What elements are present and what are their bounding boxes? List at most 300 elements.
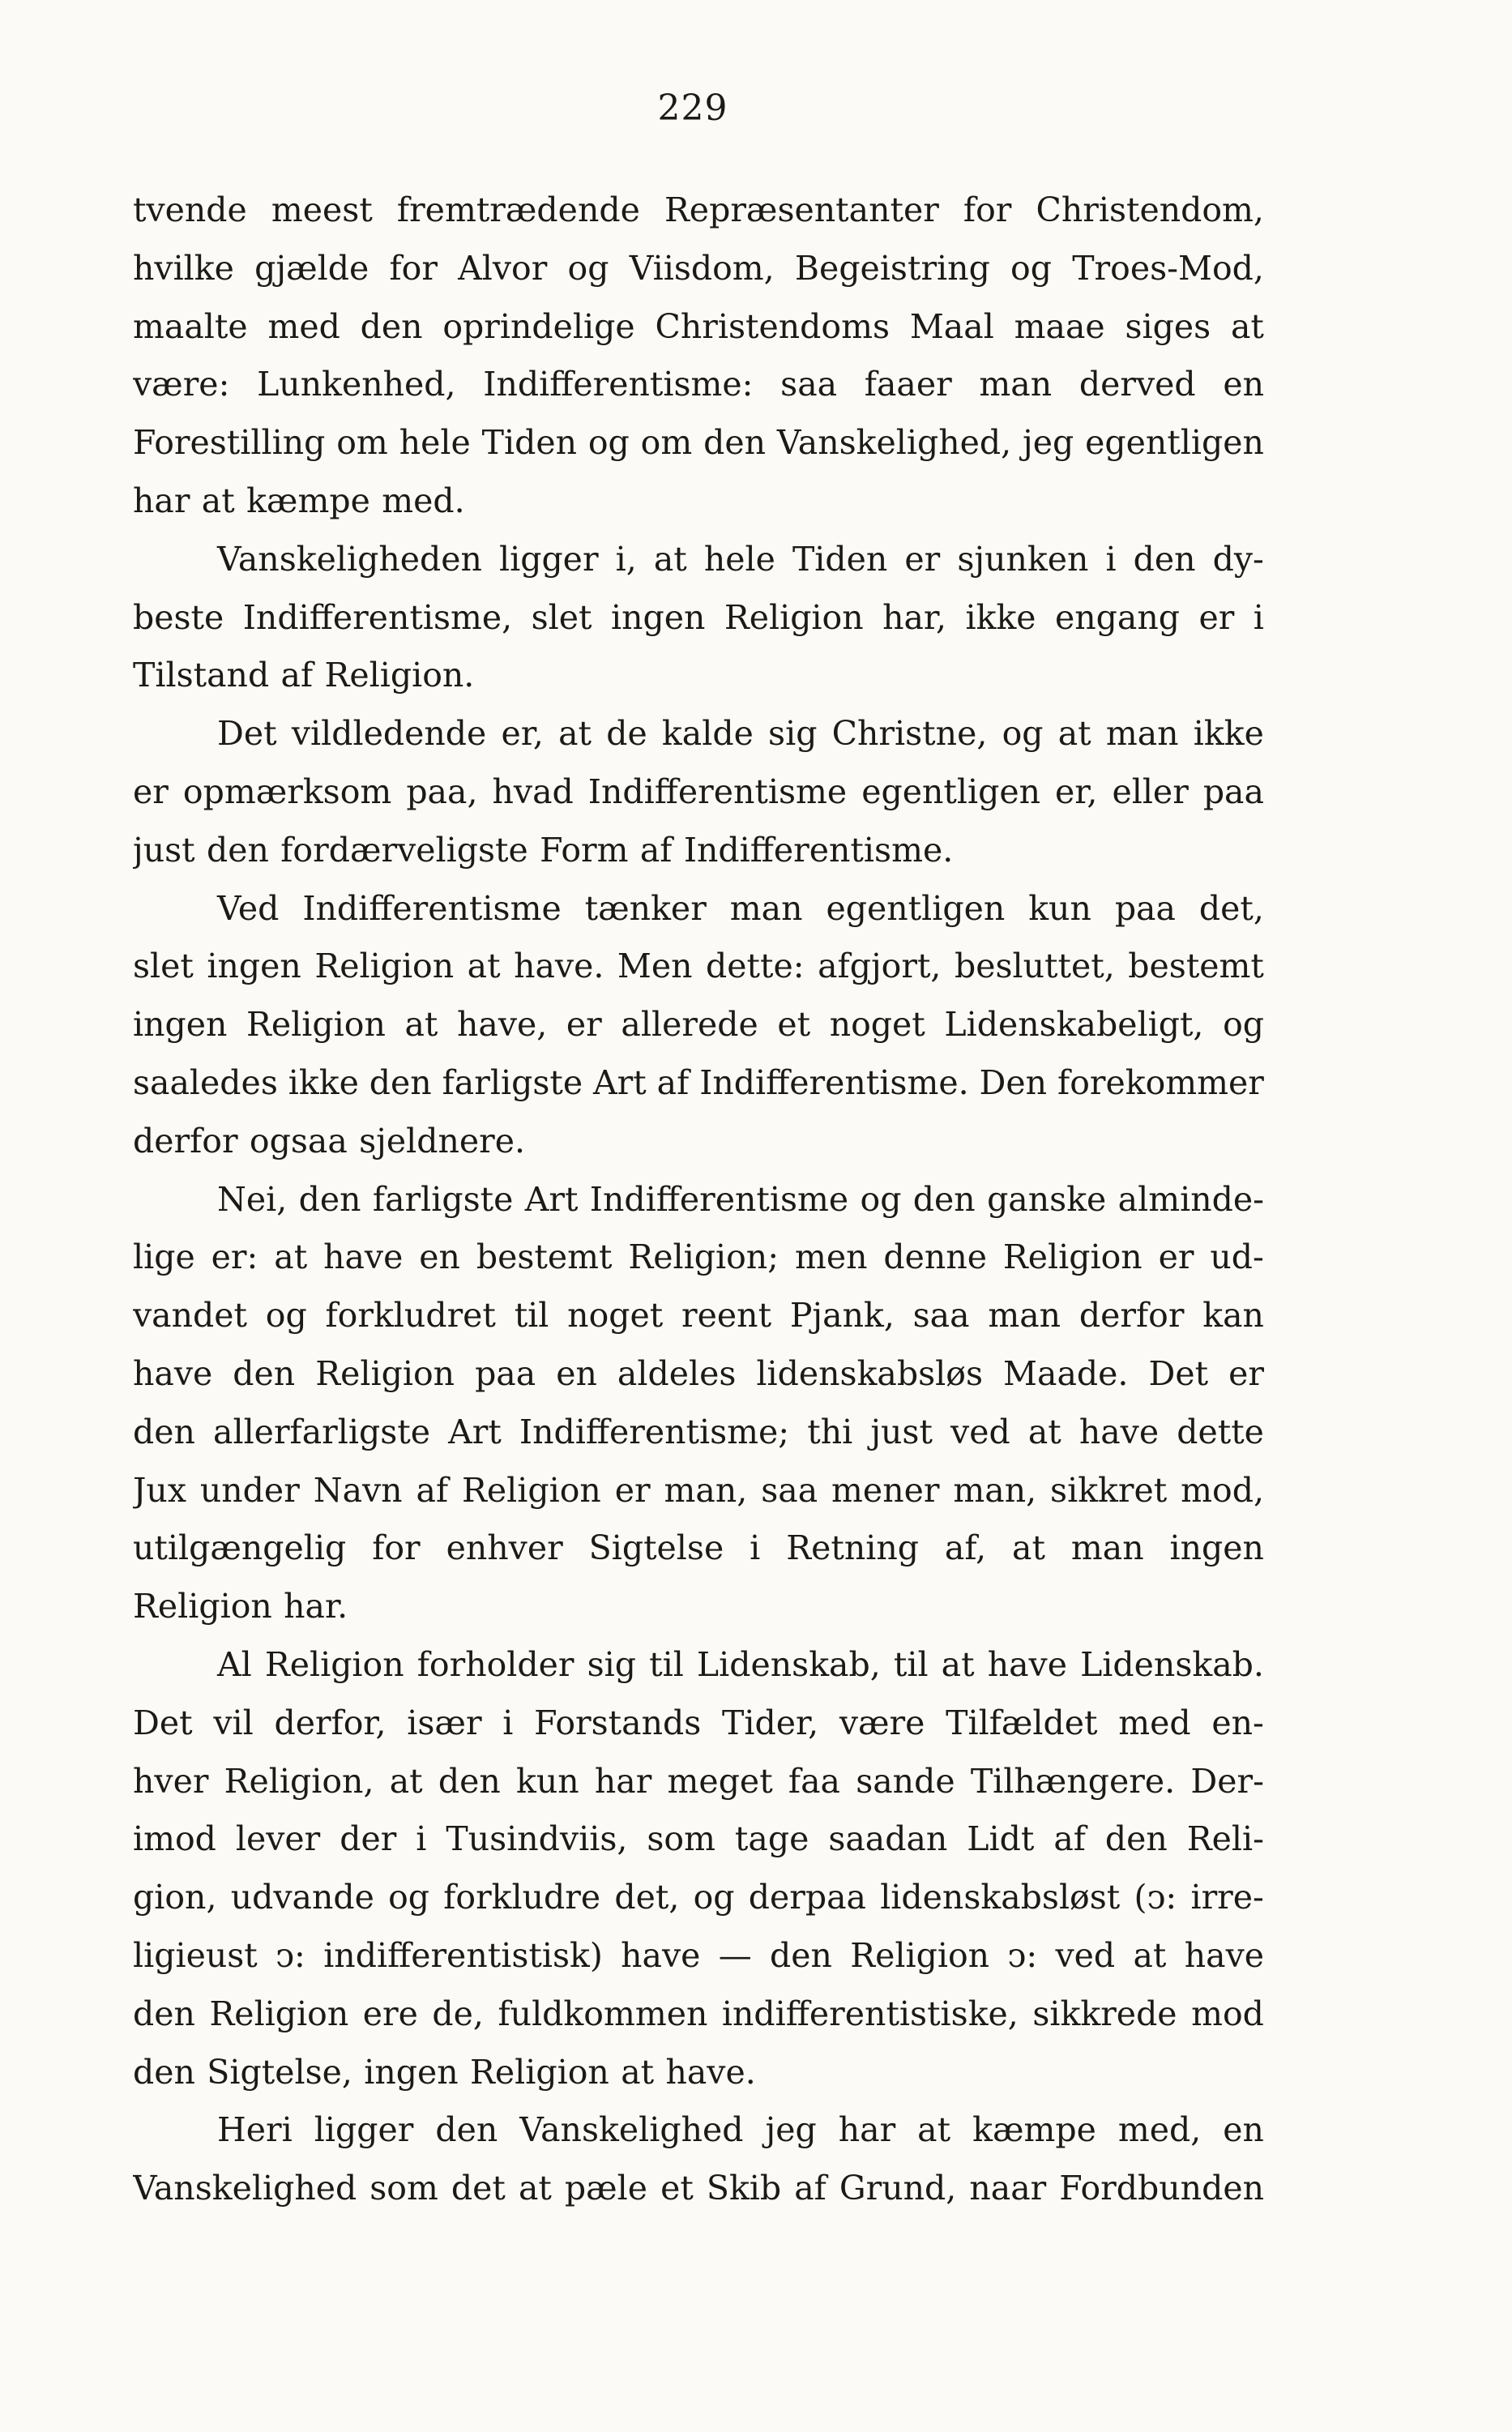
word: ikke xyxy=(1193,714,1264,754)
word: Men xyxy=(617,947,693,986)
word: om xyxy=(336,423,388,463)
word: er, xyxy=(501,714,544,754)
word: slet xyxy=(133,947,194,986)
word: for xyxy=(963,190,1012,229)
word: Religion xyxy=(724,597,864,637)
word: Religion xyxy=(133,1587,272,1626)
word: gion, xyxy=(133,1878,217,1917)
word: beste xyxy=(133,597,224,637)
word: det, xyxy=(614,1878,680,1917)
word: har, xyxy=(882,597,947,637)
word: at xyxy=(917,2110,951,2150)
word: have xyxy=(1078,1412,1160,1451)
word: egentligen xyxy=(861,771,1040,811)
text-line xyxy=(133,1519,1264,1578)
word: reent xyxy=(681,1296,772,1336)
word: Lunkenhed, xyxy=(257,365,456,404)
word: at xyxy=(518,2169,552,2208)
word: at xyxy=(274,1237,308,1277)
word: Form xyxy=(540,830,629,870)
word: paa, xyxy=(406,771,478,811)
word: Religion xyxy=(462,1470,601,1510)
word: oprindelige xyxy=(442,306,635,346)
text-line xyxy=(133,182,1264,240)
word: besluttet, xyxy=(954,947,1115,986)
word: ingen xyxy=(133,1005,228,1045)
word: man xyxy=(729,888,803,928)
word: saaledes xyxy=(133,1062,278,1102)
word: Religion xyxy=(1002,1237,1143,1277)
word: den xyxy=(133,1994,195,2033)
text-line xyxy=(133,763,1264,822)
word: ved xyxy=(950,1412,1010,1451)
word: Indifferentisme xyxy=(302,888,562,928)
word: et xyxy=(777,1005,811,1045)
word: Maal xyxy=(909,306,994,346)
word: ligger xyxy=(314,2110,414,2150)
word: til xyxy=(893,1644,929,1684)
word: lidenskabsløs xyxy=(756,1353,983,1393)
word: og xyxy=(1010,248,1052,288)
word: Religion; xyxy=(628,1237,779,1277)
word: paa xyxy=(475,1353,536,1393)
word: dette: xyxy=(706,947,805,986)
word: have xyxy=(987,1644,1067,1684)
word: kæmpe xyxy=(246,481,370,520)
word: er xyxy=(1228,1353,1264,1393)
word: have xyxy=(133,1353,213,1393)
word: den xyxy=(298,1179,361,1219)
word: Vanskelighed, xyxy=(776,423,1012,463)
word: med xyxy=(1118,1703,1191,1742)
word: Alvor xyxy=(458,248,548,288)
word: Religion. xyxy=(324,656,475,695)
word: være xyxy=(839,1703,925,1742)
word: og xyxy=(1223,1005,1264,1045)
word: have xyxy=(323,1237,404,1277)
word: kan xyxy=(1202,1296,1264,1336)
word: alminde- xyxy=(1117,1179,1264,1219)
word: og xyxy=(587,423,630,463)
word: tænker xyxy=(584,888,707,928)
word: — xyxy=(718,1935,752,1975)
word: en xyxy=(419,1237,460,1277)
word: fordærveligste xyxy=(280,830,528,870)
word: Lidenskab, xyxy=(696,1644,881,1684)
word: saa xyxy=(761,1470,818,1510)
word: slet xyxy=(531,597,592,637)
word: ↄ: xyxy=(275,1935,305,1975)
word: og xyxy=(388,1878,430,1917)
word: indifferentistisk) xyxy=(323,1935,603,1975)
word: vil xyxy=(213,1703,254,1742)
word: ↄ: xyxy=(1007,1935,1038,1975)
word: utilgængelig xyxy=(133,1528,347,1568)
word: kæmpe xyxy=(972,2110,1096,2150)
word: er xyxy=(904,539,941,579)
word: Fordbunden xyxy=(1059,2169,1264,2208)
word: Christendoms xyxy=(655,306,891,346)
word: indifferentistiske, xyxy=(721,1994,1019,2033)
word: er xyxy=(1158,1237,1194,1277)
word: Vanskeligheden xyxy=(217,539,482,579)
word: at xyxy=(558,714,592,754)
word: som xyxy=(369,2169,438,2208)
word: ved xyxy=(1055,1935,1116,1975)
word: sikkrede xyxy=(1032,1994,1177,2033)
word: saa xyxy=(780,365,838,404)
word: sjeldnere. xyxy=(359,1121,526,1160)
word: en- xyxy=(1211,1703,1264,1742)
word: har xyxy=(594,1761,652,1801)
word: i xyxy=(416,1819,427,1859)
word: den xyxy=(435,2110,498,2150)
text-line xyxy=(133,1229,1264,1287)
word: ingen xyxy=(1169,1528,1264,1568)
text-line xyxy=(133,1345,1264,1404)
word: Repræsentanter xyxy=(664,190,939,229)
word: være: xyxy=(133,365,230,404)
word: Religion xyxy=(264,1644,404,1684)
text-line xyxy=(133,1054,1264,1113)
word: den xyxy=(360,306,423,346)
word: fuldkommen xyxy=(498,1994,708,2033)
text-line xyxy=(133,240,1264,298)
word: thi xyxy=(807,1412,853,1451)
word: ikke xyxy=(288,1062,359,1102)
word: Art xyxy=(593,1062,647,1102)
word: faaer xyxy=(864,365,952,404)
word: til xyxy=(514,1296,549,1336)
word: ogsaa xyxy=(249,1121,348,1160)
word: Tilstand xyxy=(133,656,270,695)
word: den xyxy=(703,423,767,463)
word: farligste xyxy=(442,1062,583,1102)
word: af, xyxy=(944,1528,987,1568)
word: sjunken xyxy=(957,539,1089,579)
text-line xyxy=(133,1462,1264,1520)
word: jeg xyxy=(765,2110,817,2150)
word: denne xyxy=(883,1237,987,1277)
word: og xyxy=(693,1878,735,1917)
word: at xyxy=(653,539,687,579)
word: Tusindviis, xyxy=(446,1819,628,1859)
text-line xyxy=(133,1287,1264,1345)
word: Jux xyxy=(133,1470,186,1510)
word: mod, xyxy=(1181,1470,1264,1510)
word: udvande xyxy=(230,1878,374,1917)
word: Tilhængere. xyxy=(970,1761,1176,1801)
word: er, xyxy=(1055,771,1098,811)
word: Religion xyxy=(209,1994,349,2033)
word: egentligen xyxy=(826,888,1006,928)
word: sig xyxy=(768,714,818,754)
word: hvad xyxy=(492,771,574,811)
word: derpaa xyxy=(748,1878,866,1917)
word: opmærksom xyxy=(182,771,392,811)
text-line xyxy=(133,1578,1264,1636)
word: især xyxy=(407,1703,482,1742)
word: man, xyxy=(664,1470,748,1510)
text-line xyxy=(133,1113,1264,1171)
text-line xyxy=(133,589,1264,648)
word: er xyxy=(566,1005,602,1045)
body-text xyxy=(133,182,1264,2218)
text-line xyxy=(133,1636,1264,1695)
word: ligieust xyxy=(133,1935,258,1975)
word: og xyxy=(567,248,609,288)
word: har. xyxy=(284,1587,348,1626)
word: engang xyxy=(1055,597,1181,637)
word: af xyxy=(1053,1819,1086,1859)
word: Den xyxy=(979,1062,1048,1102)
word: aldeles xyxy=(617,1353,737,1393)
word: derfor xyxy=(133,1121,238,1160)
word: den xyxy=(133,2052,195,2092)
word: det xyxy=(451,2169,506,2208)
word: Indifferentisme. xyxy=(683,830,954,870)
word: for xyxy=(372,1528,421,1568)
text-line xyxy=(133,2101,1264,2160)
word: af xyxy=(794,2169,826,2208)
word: Ved xyxy=(217,888,280,928)
word: tvende xyxy=(133,190,247,229)
word: allerfarligste xyxy=(213,1412,431,1451)
word: hvilke xyxy=(133,248,234,288)
word: Skib xyxy=(706,2169,782,2208)
word: men xyxy=(794,1237,868,1277)
word: den xyxy=(912,1179,976,1219)
text-line xyxy=(133,822,1264,880)
word: lige xyxy=(133,1237,195,1277)
text-line xyxy=(133,1404,1264,1462)
page-number: 229 xyxy=(657,88,728,129)
text-line xyxy=(133,2044,1264,2102)
word: Religion xyxy=(315,1353,455,1393)
word: kun xyxy=(516,1761,579,1801)
word: den xyxy=(369,1062,432,1102)
word: paa xyxy=(1202,771,1264,811)
word: Nei, xyxy=(217,1179,288,1219)
word: og xyxy=(265,1296,307,1336)
word: man xyxy=(1105,714,1179,754)
word: paa xyxy=(1114,888,1176,928)
word: Sigtelse xyxy=(588,1528,724,1568)
word: just xyxy=(870,1412,933,1451)
word: saa xyxy=(912,1296,970,1336)
word: Tider, xyxy=(722,1703,819,1742)
word: en xyxy=(1223,365,1264,404)
word: fremtrædende xyxy=(396,190,640,229)
word: det, xyxy=(1198,888,1264,928)
word: at xyxy=(201,481,235,520)
word: Lidenskab. xyxy=(1080,1644,1264,1684)
word: kalde xyxy=(661,714,754,754)
word: Christendom, xyxy=(1036,190,1264,229)
word: Retning xyxy=(786,1528,919,1568)
word: farligste xyxy=(372,1179,514,1219)
word: Indifferentisme xyxy=(589,1179,849,1219)
word: Pjank, xyxy=(789,1296,895,1336)
word: Forstands xyxy=(534,1703,702,1742)
word: Vanskelighed xyxy=(133,2169,357,2208)
text-line xyxy=(133,996,1264,1054)
word: man, xyxy=(953,1470,1037,1510)
word: irre- xyxy=(1190,1878,1264,1917)
word: ere xyxy=(362,1994,418,2033)
word: egentligen xyxy=(1085,423,1264,463)
word: Religion xyxy=(850,1935,990,1975)
word: at xyxy=(941,1644,975,1684)
word: Det xyxy=(133,1703,193,1742)
word: man xyxy=(1070,1528,1144,1568)
word: just xyxy=(133,830,195,870)
word: af xyxy=(639,830,673,870)
word: pæle xyxy=(564,2169,648,2208)
word: sig xyxy=(587,1644,637,1684)
text-line xyxy=(133,356,1264,414)
word: den xyxy=(133,1412,195,1451)
word: at xyxy=(1057,714,1091,754)
text-line xyxy=(133,1810,1264,1869)
word: noget xyxy=(567,1296,664,1336)
word: ganske xyxy=(987,1179,1107,1219)
word: af xyxy=(656,1062,690,1102)
word: dy- xyxy=(1212,539,1264,579)
word: at xyxy=(1027,1412,1061,1451)
word: Art xyxy=(524,1179,579,1219)
text-line xyxy=(133,1869,1264,1927)
word: har xyxy=(838,2110,896,2150)
word: sande xyxy=(856,1761,955,1801)
word: afgjort, xyxy=(818,947,942,986)
text-line xyxy=(133,414,1264,472)
word: mod xyxy=(1191,1994,1264,2033)
word: Grund, xyxy=(839,2169,957,2208)
word: Al xyxy=(217,1644,252,1684)
text-line xyxy=(133,705,1264,763)
word: de, xyxy=(432,1994,484,2033)
word: noget xyxy=(829,1005,925,1045)
word: er: xyxy=(211,1237,258,1277)
word: allerede xyxy=(621,1005,758,1045)
word: af xyxy=(416,1470,449,1510)
word: om xyxy=(640,423,693,463)
word: Indifferentisme, xyxy=(242,597,513,637)
word: ingen xyxy=(610,597,706,637)
word: at xyxy=(1012,1528,1045,1568)
word: Navn xyxy=(313,1470,403,1510)
word: enhver xyxy=(446,1528,563,1568)
text-line xyxy=(133,647,1264,705)
word: er xyxy=(1198,597,1235,637)
word: at xyxy=(1230,306,1264,346)
word: Heri xyxy=(217,2110,293,2150)
word: Sigtelse, xyxy=(207,2052,352,2092)
word: et xyxy=(660,2169,694,2208)
word: gjælde xyxy=(254,248,369,288)
word: ud- xyxy=(1210,1237,1264,1277)
word: den xyxy=(770,1935,832,1975)
word: imod xyxy=(133,1819,216,1859)
word: Lidenskabeligt, xyxy=(944,1005,1204,1045)
word: som xyxy=(647,1819,715,1859)
word: at xyxy=(467,947,501,986)
word: Art xyxy=(448,1412,502,1451)
word: hver xyxy=(133,1761,209,1801)
word: ingen xyxy=(364,2052,459,2092)
word: en xyxy=(1223,2110,1264,2150)
word: meget xyxy=(667,1761,773,1801)
word: bestemt xyxy=(476,1237,613,1277)
word: forkludret xyxy=(325,1296,496,1336)
word: Tiden xyxy=(481,423,577,463)
word: i, xyxy=(615,539,637,579)
word: at xyxy=(1133,1935,1167,1975)
text-line xyxy=(133,1985,1264,2044)
text-line xyxy=(133,472,1264,531)
word: at xyxy=(621,2052,655,2092)
word: eller xyxy=(1112,771,1189,811)
word: man xyxy=(979,365,1053,404)
word: af xyxy=(280,656,314,695)
word: maalte xyxy=(133,306,248,346)
word: Reli- xyxy=(1186,1819,1264,1859)
word: den xyxy=(1104,1819,1168,1859)
word: meest xyxy=(271,190,373,229)
word: den xyxy=(206,830,269,870)
word: faa xyxy=(788,1761,840,1801)
word: lever xyxy=(235,1819,321,1859)
word: lidenskabsløst xyxy=(880,1878,1121,1917)
word: forkludre xyxy=(443,1878,601,1917)
word: hele xyxy=(399,423,471,463)
word: i xyxy=(502,1703,514,1742)
word: med xyxy=(267,306,340,346)
word: Religion xyxy=(470,2052,609,2092)
word: under xyxy=(199,1470,300,1510)
word: hele xyxy=(703,539,775,579)
word: siges xyxy=(1125,306,1211,346)
word: for xyxy=(389,248,438,288)
text-line xyxy=(133,880,1264,938)
word: den xyxy=(438,1761,501,1801)
word: vandet xyxy=(133,1296,247,1336)
word: have, xyxy=(457,1005,548,1045)
word: Lidt xyxy=(967,1819,1035,1859)
text-line xyxy=(133,938,1264,996)
word: dette xyxy=(1177,1412,1264,1451)
word: og xyxy=(1002,714,1044,754)
word: at xyxy=(389,1761,423,1801)
word: Troes-Mod, xyxy=(1072,248,1264,288)
word: den xyxy=(233,1353,296,1393)
text-line xyxy=(133,2160,1264,2218)
text-line xyxy=(133,298,1264,357)
word: Forestilling xyxy=(133,423,326,463)
word: jeg xyxy=(1023,423,1074,463)
word: maae xyxy=(1014,306,1105,346)
word: have. xyxy=(665,2052,756,2092)
text-line xyxy=(133,1753,1264,1811)
word: Det xyxy=(217,714,277,754)
word: have xyxy=(621,1935,701,1975)
text-line xyxy=(133,1171,1264,1229)
word: Det xyxy=(1148,1353,1209,1393)
word: have. xyxy=(514,947,604,986)
word: Religion xyxy=(246,1005,386,1045)
word: de xyxy=(606,714,647,754)
